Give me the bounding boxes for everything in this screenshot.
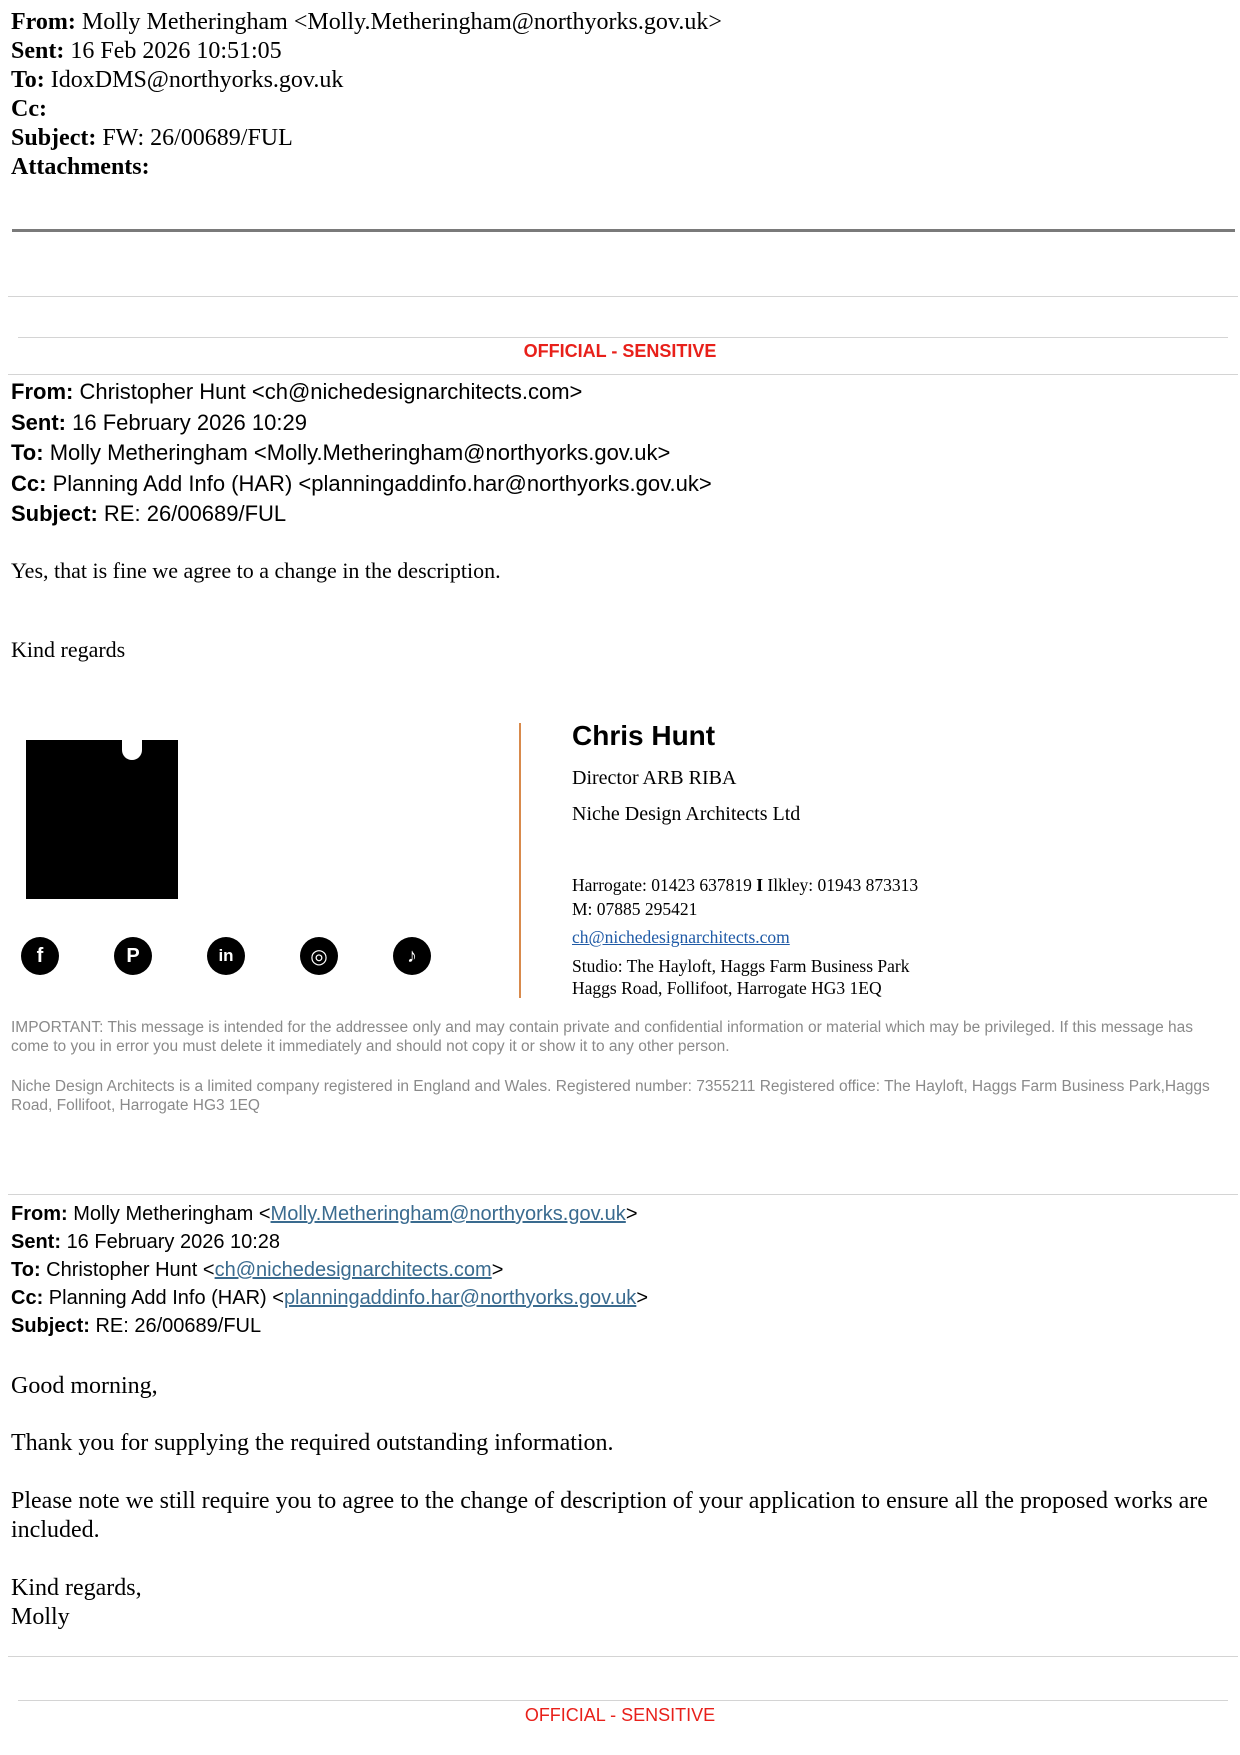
email-header-reply <box>11 377 712 530</box>
email-greeting: Good morning, <box>11 1373 158 1399</box>
signature-title: Director ARB RIBA <box>572 767 737 789</box>
classification-banner: OFFICIAL - SENSITIVE <box>523 341 717 361</box>
linkedin-icon[interactable]: in <box>207 937 245 975</box>
classification-banner: OFFICIAL - SENSITIVE <box>524 1705 716 1725</box>
subject-row: Subject: RE: 26/00689/FUL <box>11 1315 262 1337</box>
to-row: To: Molly Metheringham <Molly.Metheringham@northyorks.gov.uk> <box>11 440 671 465</box>
instagram-icon[interactable]: ◎ <box>300 937 338 975</box>
subject-row: Subject: RE: 26/00689/FUL <box>11 501 287 526</box>
tiktok-icon[interactable]: ♪ <box>393 937 431 975</box>
email-header-forward <box>11 8 722 182</box>
cc-email-link[interactable]: planningaddinfo.har@northyorks.gov.uk <box>283 1287 637 1309</box>
divider <box>18 337 1228 338</box>
email-signoff: Kind regards, <box>11 1575 142 1601</box>
cc-row: Cc: Planning Add Info (HAR) <planningaddinfo.har@northyorks.gov.uk> <box>11 1287 648 1309</box>
facebook-icon[interactable]: f <box>21 937 59 975</box>
company-logo <box>26 740 178 899</box>
to-row: To: IdoxDMS@northyorks.gov.uk <box>11 67 344 93</box>
attachments-row: Attachments: <box>11 154 150 180</box>
divider <box>8 296 1238 297</box>
signature-divider <box>519 723 521 998</box>
from-row: From: Christopher Hunt <ch@nichedesignarchitects.com> <box>11 379 583 404</box>
email-paragraph: Please note we still require you to agree to the change of description of your application to ensure all the proposed works are included. <box>11 1488 1208 1543</box>
sent-row: Sent: 16 Feb 2026 10:51:05 <box>11 38 282 64</box>
signature-mobile: M: 07885 295421 <box>572 899 698 919</box>
pinterest-icon[interactable]: P <box>114 937 152 975</box>
email-body-text: Yes, that is fine we agree to a change in the description. <box>11 558 501 583</box>
sent-row: Sent: 16 February 2026 10:29 <box>11 409 307 435</box>
email-paragraph: Thank you for supplying the required outstanding information. <box>11 1430 614 1456</box>
to-email-link[interactable]: ch@nichedesignarchitects.com <box>214 1259 492 1281</box>
from-email-link[interactable]: Molly.Metheringham@northyorks.gov.uk <box>270 1203 626 1225</box>
email-signer: Molly <box>11 1604 70 1630</box>
signature-company: Niche Design Architects Ltd <box>572 803 801 825</box>
signature-email-link[interactable]: ch@nichedesignarchitects.com <box>572 927 790 947</box>
email-header-original <box>11 1200 648 1340</box>
header-divider <box>12 229 1235 232</box>
signature-name: Chris Hunt <box>572 720 716 751</box>
signature-address-line1: Studio: The Hayloft, Haggs Farm Business Park <box>572 956 910 976</box>
from-row: From: Molly Metheringham <Molly.Metheringham@northyorks.gov.uk> <box>11 9 722 35</box>
signature-phones: Harrogate: 01423 637819 I Ilkley: 01943 873313 <box>572 875 919 895</box>
from-row: From: Molly Metheringham <Molly.Metheringham@northyorks.gov.uk> <box>11 1203 638 1225</box>
divider <box>8 1194 1238 1195</box>
confidentiality-notice: IMPORTANT: This message is intended for the addressee only and may contain private and confidential information or material which may be privileged. If this message has come to you in error you must delete it immediately and should not copy it or show it to any other person. <box>11 1019 1194 1055</box>
sent-row: Sent: 16 February 2026 10:28 <box>11 1231 281 1253</box>
cc-row: Cc: Planning Add Info (HAR) <planningaddinfo.har@northyorks.gov.uk> <box>11 470 712 496</box>
signature-address-line2: Haggs Road, Follifoot, Harrogate HG3 1EQ <box>572 978 882 998</box>
divider <box>8 1656 1238 1657</box>
cc-row: Cc: <box>11 96 47 122</box>
company-registration-notice: Niche Design Architects is a limited company registered in England and Wales. Registered number: 7355211 Registered office: The Hayloft, Haggs Farm Business Park,Haggs Road, Follifoot, Harrogate HG3 1EQ <box>11 1078 1210 1114</box>
divider <box>18 1700 1228 1701</box>
to-row: To: Christopher Hunt <ch@nichedesignarchitects.com> <box>11 1259 504 1281</box>
divider <box>8 374 1238 375</box>
email-body-text: Kind regards <box>11 637 126 662</box>
subject-row: Subject: FW: 26/00689/FUL <box>11 125 293 151</box>
logo-notch <box>122 738 142 760</box>
